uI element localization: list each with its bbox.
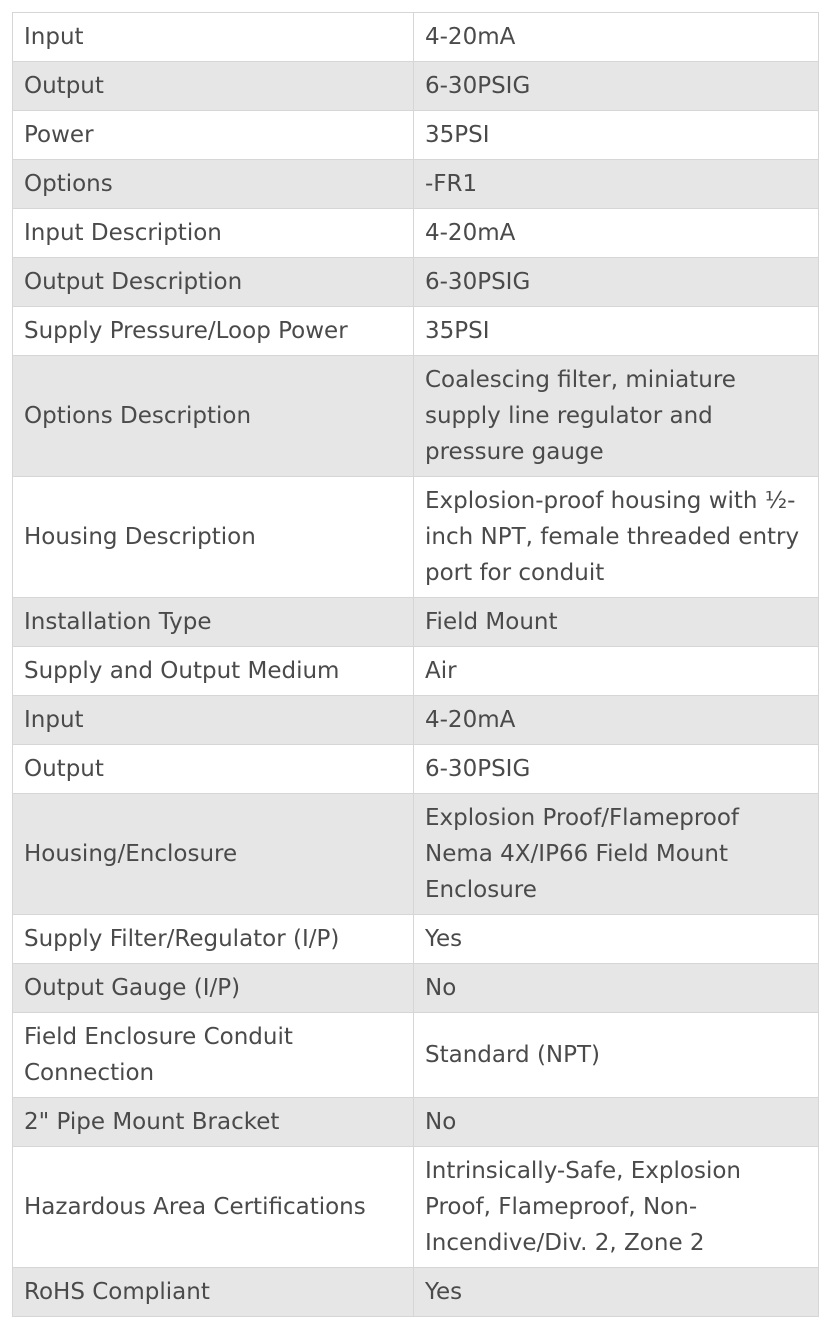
table-row xyxy=(13,356,819,477)
spec-label: Supply Pressure/Loop Power xyxy=(13,307,414,356)
spec-label: Output Description xyxy=(13,258,414,307)
specifications-table xyxy=(12,12,819,1317)
spec-value: 6-30PSIG xyxy=(414,745,819,794)
spec-label: Housing Description xyxy=(13,477,414,598)
spec-label: Supply and Output Medium xyxy=(13,647,414,696)
table-row xyxy=(13,477,819,598)
spec-label: Input Description xyxy=(13,209,414,258)
spec-value: 6-30PSIG xyxy=(414,62,819,111)
table-row xyxy=(13,794,819,915)
spec-value: Intrinsically-Safe, Explosion Proof, Flameproof, Non-Incendive/Div. 2, Zone 2 xyxy=(414,1147,819,1268)
spec-value: Field Mount xyxy=(414,598,819,647)
spec-label: Input xyxy=(13,696,414,745)
spec-value: No xyxy=(414,964,819,1013)
spec-label: Field Enclosure Conduit Connection xyxy=(13,1013,414,1098)
spec-value: No xyxy=(414,1098,819,1147)
spec-value: Explosion-proof housing with ½-inch NPT, female threaded entry port for conduit xyxy=(414,477,819,598)
spec-label: Output Gauge (I/P) xyxy=(13,964,414,1013)
table-row xyxy=(13,696,819,745)
spec-label: Supply Filter/Regulator (I/P) xyxy=(13,915,414,964)
spec-value: 6-30PSIG xyxy=(414,258,819,307)
spec-value: 35PSI xyxy=(414,307,819,356)
table-row xyxy=(13,111,819,160)
spec-label: Input xyxy=(13,13,414,62)
spec-label: Options xyxy=(13,160,414,209)
spec-value: 35PSI xyxy=(414,111,819,160)
spec-value: 4-20mA xyxy=(414,209,819,258)
table-row xyxy=(13,1268,819,1317)
spec-value: Coalescing filter, miniature supply line regulator and pressure gauge xyxy=(414,356,819,477)
spec-value: Explosion Proof/Flameproof Nema 4X/IP66 Field Mount Enclosure xyxy=(414,794,819,915)
spec-value: -FR1 xyxy=(414,160,819,209)
table-row xyxy=(13,1098,819,1147)
spec-label: Installation Type xyxy=(13,598,414,647)
table-row xyxy=(13,160,819,209)
spec-value: 4-20mA xyxy=(414,13,819,62)
spec-label: Power xyxy=(13,111,414,160)
table-row xyxy=(13,745,819,794)
table-row xyxy=(13,1013,819,1098)
spec-label: Hazardous Area Certifications xyxy=(13,1147,414,1268)
table-row xyxy=(13,1147,819,1268)
table-row xyxy=(13,209,819,258)
spec-label: 2" Pipe Mount Bracket xyxy=(13,1098,414,1147)
specifications-body xyxy=(13,13,819,1317)
spec-label: RoHS Compliant xyxy=(13,1268,414,1317)
spec-label: Housing/Enclosure xyxy=(13,794,414,915)
spec-label: Output xyxy=(13,745,414,794)
spec-label: Options Description xyxy=(13,356,414,477)
spec-value: Yes xyxy=(414,915,819,964)
table-row xyxy=(13,964,819,1013)
table-row xyxy=(13,62,819,111)
spec-value: Standard (NPT) xyxy=(414,1013,819,1098)
table-row xyxy=(13,598,819,647)
table-row xyxy=(13,258,819,307)
spec-label: Output xyxy=(13,62,414,111)
table-row xyxy=(13,307,819,356)
spec-value: 4-20mA xyxy=(414,696,819,745)
table-row xyxy=(13,915,819,964)
spec-value: Air xyxy=(414,647,819,696)
table-row xyxy=(13,13,819,62)
table-row xyxy=(13,647,819,696)
spec-value: Yes xyxy=(414,1268,819,1317)
